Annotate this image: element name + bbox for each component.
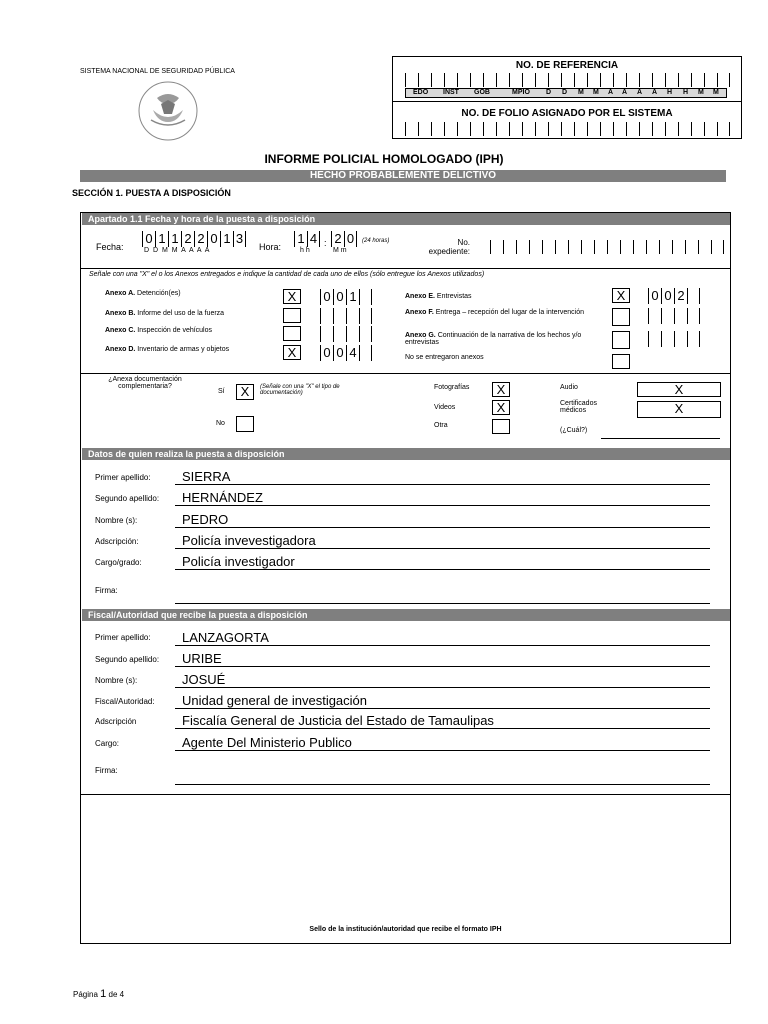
ref-code: H <box>683 89 689 96</box>
count-digit <box>333 326 346 342</box>
count-digit <box>320 308 333 324</box>
field-label: Cargo/grado: <box>95 558 142 567</box>
anexo-a-row <box>105 290 181 297</box>
fecha-label: Fecha: <box>96 242 124 252</box>
videos-checkbox[interactable]: X <box>492 400 510 415</box>
ref-code: A <box>637 89 643 96</box>
anexo-f-count[interactable] <box>648 308 700 324</box>
hora-hint-h: h h <box>300 247 310 254</box>
signature-line[interactable] <box>175 784 710 785</box>
field-label: Primer apellido: <box>95 633 151 642</box>
divider <box>81 268 730 269</box>
field-value[interactable]: LANZAGORTA <box>182 630 269 645</box>
recibe-header: Fiscal/Autoridad que recibe la puesta a disposición <box>82 609 730 621</box>
field-label: Firma: <box>95 766 118 775</box>
ref-code: MPIO <box>512 89 530 96</box>
field-line <box>175 666 710 667</box>
fotografias-checkbox[interactable]: X <box>492 382 510 397</box>
system-name: SISTEMA NACIONAL DE SEGURIDAD PÚBLICA <box>80 68 235 75</box>
count-digit: 2 <box>674 288 687 304</box>
anexo-g-count[interactable] <box>648 331 700 347</box>
field-label: Firma: <box>95 586 118 595</box>
hora-note: (24 horas) <box>362 238 390 244</box>
ref-code: A <box>622 89 628 96</box>
anexo-code: Anexo F. <box>405 309 434 316</box>
count-digit <box>648 331 661 347</box>
certificados-checkbox[interactable]: X <box>637 401 721 418</box>
field-label: Segundo apellido: <box>95 655 160 664</box>
field-label: Nombre (s): <box>95 516 138 525</box>
mexico-seal-logo <box>133 80 203 142</box>
anexo-a-checkbox[interactable]: X <box>283 289 301 304</box>
page-subtitle: HECHO PROBABLEMENTE DELICTIVO <box>80 170 726 182</box>
hora-label: Hora: <box>259 242 282 252</box>
field-label: Fiscal/Autoridad: <box>95 697 155 706</box>
page-title: INFORME POLICIAL HOMOLOGADO (IPH) <box>264 152 504 166</box>
anexo-text: Continuación de la narrativa de los hechos y/o entrevistas <box>405 332 582 346</box>
anexo-g-row <box>405 332 605 346</box>
count-digit: 0 <box>320 289 333 305</box>
otra-label: Otra <box>434 422 448 429</box>
anexo-code: Anexo A. <box>105 290 136 297</box>
count-digit: 0 <box>661 288 674 304</box>
cual-input[interactable] <box>601 438 720 439</box>
fecha-digit: 1 <box>168 231 181 247</box>
field-line <box>175 687 710 688</box>
field-line <box>175 484 710 485</box>
ref-code: M <box>713 89 719 96</box>
ref-code: D <box>546 89 552 96</box>
count-digit <box>648 308 661 324</box>
anexo-code: Anexo G. <box>405 332 436 339</box>
hora-digit: 0 <box>344 231 357 247</box>
count-digit <box>346 308 359 324</box>
hora-mm <box>331 231 357 247</box>
expediente-ticks[interactable] <box>490 240 724 254</box>
folio-title: NO. DE FOLIO ASIGNADO POR EL SISTEMA <box>461 108 673 119</box>
ref-code: INST <box>443 89 459 96</box>
page-label: Página <box>73 990 98 999</box>
fecha-digit: 1 <box>155 231 168 247</box>
field-label: Adscripción: <box>95 537 139 546</box>
anexo-b-row <box>105 310 224 317</box>
signature-line[interactable] <box>175 603 710 604</box>
ref-code: M <box>593 89 599 96</box>
anexo-text: Detención(es) <box>137 290 181 297</box>
main-frame <box>80 212 731 944</box>
anexo-f-row <box>405 309 600 316</box>
audio-checkbox[interactable]: X <box>637 382 721 397</box>
no-label: No <box>216 420 225 427</box>
divider <box>81 794 730 795</box>
anexo-d-checkbox[interactable]: X <box>283 345 301 360</box>
field-value[interactable]: PEDRO <box>182 512 229 527</box>
anexo-text: Entrevistas <box>436 293 472 300</box>
anexo-e-checkbox[interactable]: X <box>612 288 630 303</box>
anexo-c-checkbox[interactable] <box>283 326 301 341</box>
field-label: Primer apellido: <box>95 473 151 482</box>
sello-caption: Sello de la institución/autoridad que recibe el formato IPH <box>309 926 502 933</box>
anexo-b-count[interactable] <box>320 308 372 324</box>
hora-hh <box>294 231 320 247</box>
hora-digit: 4 <box>307 231 320 247</box>
divider <box>81 373 730 374</box>
field-value[interactable]: Fiscalía General de Justicia del Estado de Tamaulipas <box>182 713 494 728</box>
no-anexos-checkbox[interactable] <box>612 354 630 369</box>
field-line <box>175 527 710 528</box>
anexo-code: Anexo E. <box>405 293 435 300</box>
cual-label: (¿Cuál?) <box>560 427 588 434</box>
ref-code: EDO <box>413 89 429 96</box>
si-note: (Señale con una "X" el tipo de documentación) <box>260 384 340 396</box>
folio-ticks <box>405 122 730 136</box>
anexo-c-count[interactable] <box>320 326 372 342</box>
ref-number-ticks <box>405 73 730 87</box>
field-label: Segundo apellido: <box>95 494 160 503</box>
si-label: Sí <box>218 388 225 395</box>
anexo-text: Inventario de armas y objetos <box>137 346 230 353</box>
anexo-code: Anexo C. <box>105 327 136 334</box>
ref-title: NO. DE REFERENCIA <box>515 60 619 71</box>
si-checkbox[interactable]: X <box>236 384 254 400</box>
anexo-text: Entrega – recepción del lugar de la intervención <box>435 309 585 316</box>
fecha-digit: 2 <box>194 231 207 247</box>
page-number <box>73 988 124 1000</box>
count-digit: 0 <box>320 345 333 361</box>
ref-code: D <box>562 89 568 96</box>
certificados-label: Certificados médicos <box>560 400 597 414</box>
field-line <box>175 505 710 506</box>
anexo-f-checkbox[interactable] <box>612 308 630 326</box>
ref-code: A <box>608 89 614 96</box>
count-digit <box>661 308 674 324</box>
anexo-e-count[interactable] <box>648 288 700 304</box>
field-line <box>175 645 710 646</box>
fecha-digit: 0 <box>207 231 220 247</box>
anexo-code: Anexo B. <box>105 310 136 317</box>
hora-colon: : <box>324 238 327 248</box>
anexo-code: Anexo D. <box>105 346 136 353</box>
field-line <box>175 548 710 549</box>
realiza-header: Datos de quien realiza la puesta a disposición <box>82 448 730 460</box>
field-value[interactable]: Policía investigador <box>182 554 295 569</box>
apartado-header: Apartado 1.1 Fecha y hora de la puesta a disposición <box>82 213 730 225</box>
doc-comp-question: ¿Anexa documentación complementaria? <box>108 376 182 390</box>
page-current: 1 <box>100 988 107 1000</box>
field-value[interactable]: HERNÁNDEZ <box>182 490 263 505</box>
fecha-digit: 2 <box>181 231 194 247</box>
fecha-digits <box>142 231 246 247</box>
page-total: de 4 <box>108 990 125 999</box>
field-value[interactable]: SIERRA <box>182 469 231 484</box>
fecha-digit: 3 <box>233 231 246 247</box>
expediente-label: No. expediente: <box>428 238 470 256</box>
field-line <box>175 708 710 709</box>
count-digit <box>661 331 674 347</box>
field-label: Cargo: <box>95 739 120 748</box>
section-title: SECCIÓN 1. PUESTA A DISPOSICIÓN <box>72 188 231 198</box>
anexo-c-row <box>105 327 212 334</box>
count-digit: 0 <box>648 288 661 304</box>
ref-code: M <box>698 89 704 96</box>
ref-code: M <box>578 89 584 96</box>
fecha-hint: D D M M A A A A <box>144 247 211 254</box>
field-label: Nombre (s): <box>95 676 138 685</box>
ref-divider <box>392 101 742 102</box>
ref-code: H <box>667 89 673 96</box>
field-line <box>175 750 710 751</box>
field-line <box>175 728 710 729</box>
field-value[interactable]: JOSUÉ <box>182 672 226 687</box>
count-digit <box>333 308 346 324</box>
count-digit: 0 <box>333 289 346 305</box>
anexo-text: Inspección de vehículos <box>137 327 213 334</box>
audio-label: Audio <box>560 384 578 391</box>
field-line <box>175 569 710 570</box>
count-digit: 4 <box>346 345 359 361</box>
otra-checkbox[interactable] <box>492 419 510 434</box>
count-digit <box>320 326 333 342</box>
fotografias-label: Fotografías <box>434 384 470 391</box>
anexos-instruction: Señale con una "X" el o los Anexos entregados e indique la cantidad de cada uno de ellos (sólo entregue los Anexos utilizados) <box>89 271 485 278</box>
field-label: Adscripción <box>95 717 137 726</box>
hora-digit: 1 <box>294 231 307 247</box>
field-value[interactable]: Agente Del Ministerio Publico <box>182 735 352 750</box>
anexo-e-row <box>405 293 472 300</box>
field-value[interactable]: URIBE <box>182 651 222 666</box>
hora-digit: 2 <box>331 231 344 247</box>
ref-code: A <box>652 89 658 96</box>
anexo-d-count[interactable] <box>320 345 372 361</box>
ref-code: GOB <box>474 89 490 96</box>
anexo-text: Informe del uso de la fuerza <box>137 310 225 317</box>
fecha-digit: 1 <box>220 231 233 247</box>
anexo-d-row <box>105 346 229 353</box>
anexo-b-checkbox[interactable] <box>283 308 301 323</box>
no-anexos-label: No se entregaron anexos <box>405 354 484 361</box>
field-value[interactable]: Unidad general de investigación <box>182 693 368 708</box>
no-checkbox[interactable] <box>236 416 254 432</box>
count-digit: 0 <box>333 345 346 361</box>
count-digit <box>346 326 359 342</box>
anexo-g-checkbox[interactable] <box>612 331 630 349</box>
anexo-a-count[interactable] <box>320 289 372 305</box>
count-digit: 1 <box>346 289 359 305</box>
fecha-digit: 0 <box>142 231 155 247</box>
count-digit <box>674 308 687 324</box>
videos-label: Videos <box>434 404 456 411</box>
field-value[interactable]: Policía invevestigadora <box>182 533 316 548</box>
count-digit <box>674 331 687 347</box>
hora-hint-m: M m <box>333 247 347 254</box>
